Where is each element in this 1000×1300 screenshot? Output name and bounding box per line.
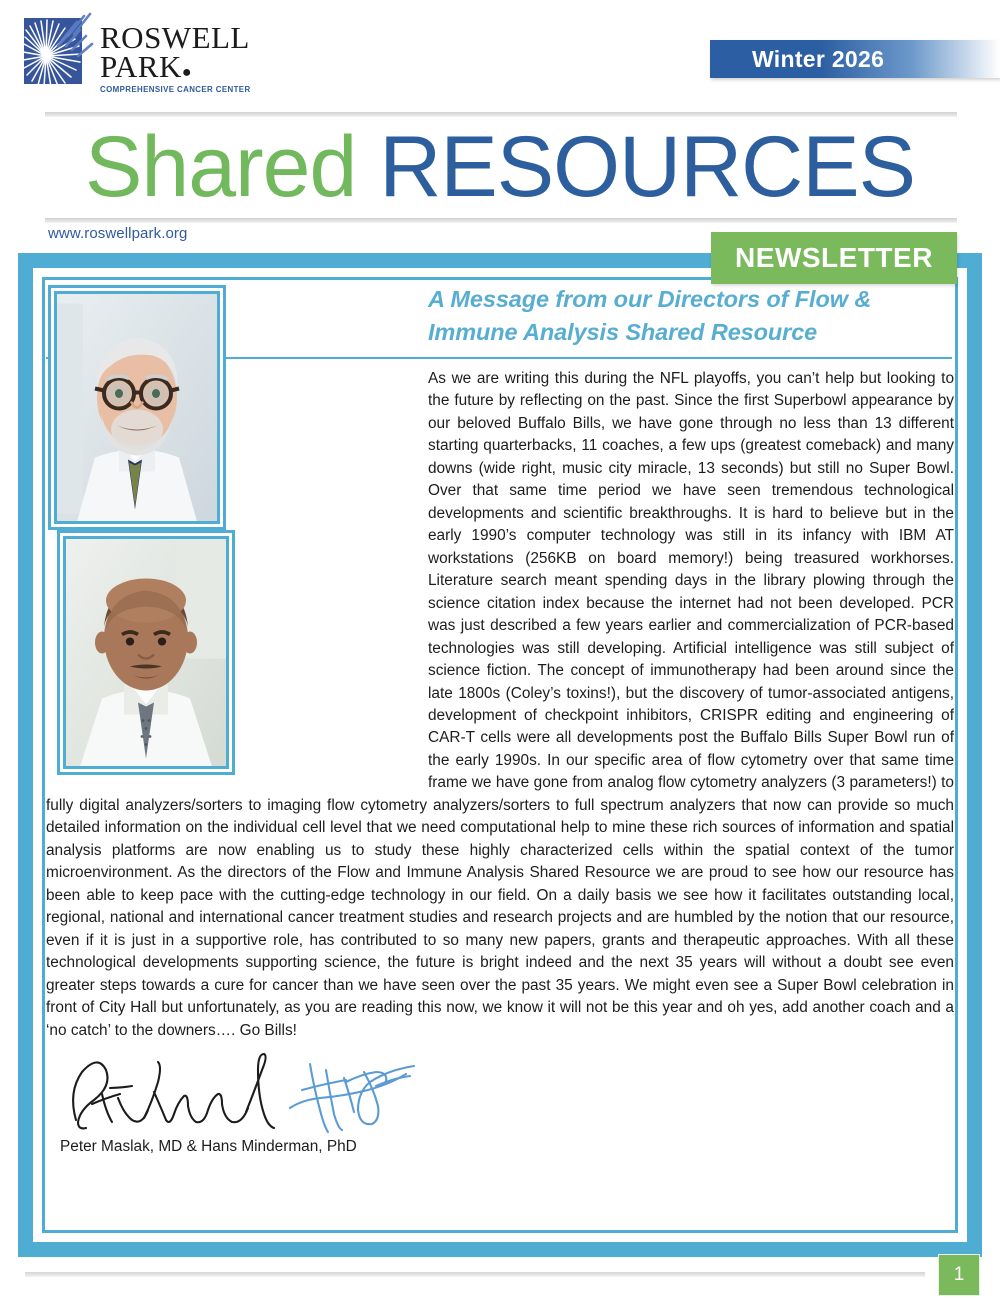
brand-tagline: COMPREHENSIVE CANCER CENTER — [100, 84, 251, 95]
header-divider-top — [45, 112, 957, 117]
brand-name-line2: PARK — [100, 48, 182, 84]
brand-wordmark — [100, 10, 264, 94]
avatar — [57, 294, 217, 521]
page-number-label: 1 — [953, 1264, 965, 1285]
page-title-shared: Shared — [85, 119, 357, 215]
newsletter-badge-label: NEWSLETTER — [735, 242, 933, 273]
newsletter-badge — [711, 232, 957, 284]
avatar — [66, 539, 226, 766]
signature-names: Peter Maslak, MD & Hans Minderman, PhD — [60, 1138, 357, 1156]
website-url[interactable]: www.roswellpark.org — [48, 225, 188, 242]
page-title-resources: RESOURCES — [379, 119, 915, 215]
page-title-spacer — [356, 119, 379, 215]
signature-block — [46, 1042, 954, 1154]
photo-frame-minderman — [57, 530, 235, 775]
page-number-badge — [938, 1254, 980, 1296]
roswell-park-starburst-logo — [22, 10, 94, 88]
director-photos — [46, 281, 428, 781]
article-title: A Message from our Directors of Flow & Immune Analysis Shared Resource — [428, 286, 872, 346]
masthead — [0, 0, 1000, 250]
article-paragraph: As we are writing this during the NFL playoffs, you can’t help but looking to the future by reflecting on the past. Since the first Superbowl appearance by our beloved Buffalo Bills, we have gone through no less than 13 different starting quarterbacks, 11 coaches, a few ups (greatest comeback) and many downs (wide right, music city miracle, 13 seconds) but still no Super Bowl. Over that same time period we have seen tremendous technological developments and scientific breakthroughs. It is hard to believe but in the early 1990’s computer technology was still in its infancy with IBM AT workstations (256KB on board memory!) being treasured workhorses. Literature search meant spending days in the library plowing through the science citation index because the internet had not been developed. PCR was just described a few years earlier and commercialization of PCR-based technologies was still developing. Artificial intelligence was still subject of science fiction. The concept of immunotherapy had been around since the late 1800s (Coley’s toxins!), but the discovery of tumor-associated antigens, development of checkpoint inhibitors, CRISPR editing and engineering of CAR-T cells were all developments post the Buffalo Bills Super Bowl run of the early 1990s. In our specific area of flow cytometry over that same time frame we have gone from analog flow cytometry analyzers (3 parameters!) to fully digital analyzers/sorters to imaging flow cytometry analyzers/sorters to full spectrum analyzers that now can provide so much detailed information on the individual cell level that we need computational help to mine these rich sources of information and spatial analysis platforms are now enabling us to study these highly characterized cells within the spatial context of the tumor microenvironment. As the directors of the Flow and Immune Analysis Shared Resource we are proud to see how our resource has been able to keep pace with the cutting-edge technology in our field. On a daily basis we see how it facilitates outstanding local, regional, national and international cancer treatment studies and research projects and are humbled by the notion that our resource, even if it is just in a supportive role, has contributed to so many new papers, grants and therapeutic approaches. With all these technological developments supporting science, the future is bright indeed and the next 35 years will without a doubt see even greater steps towards a cure for cancer than we have seen over the past 35 years. We might even see a Super Bowl celebration in front of City Hall but unfortunately, as you are reading this now, we know it will not be this year and oh yes, add another coach and a ‘no catch’ to the downers…. Go Bills! — [46, 369, 954, 1039]
season-badge-label: Winter 2026 — [752, 45, 885, 72]
content-frame — [18, 253, 982, 1257]
footer-divider — [25, 1272, 925, 1277]
brand-name-line1: ROSWELL — [100, 20, 250, 55]
brand-trademark-dot: ● — [181, 63, 193, 81]
season-badge — [710, 40, 1000, 78]
article-container — [46, 281, 954, 1229]
brand-logo[interactable] — [22, 10, 264, 94]
header-divider-bottom — [45, 218, 957, 223]
signature-image — [58, 1048, 458, 1140]
photo-frame-maslak — [48, 285, 226, 530]
page-title — [0, 118, 1000, 217]
